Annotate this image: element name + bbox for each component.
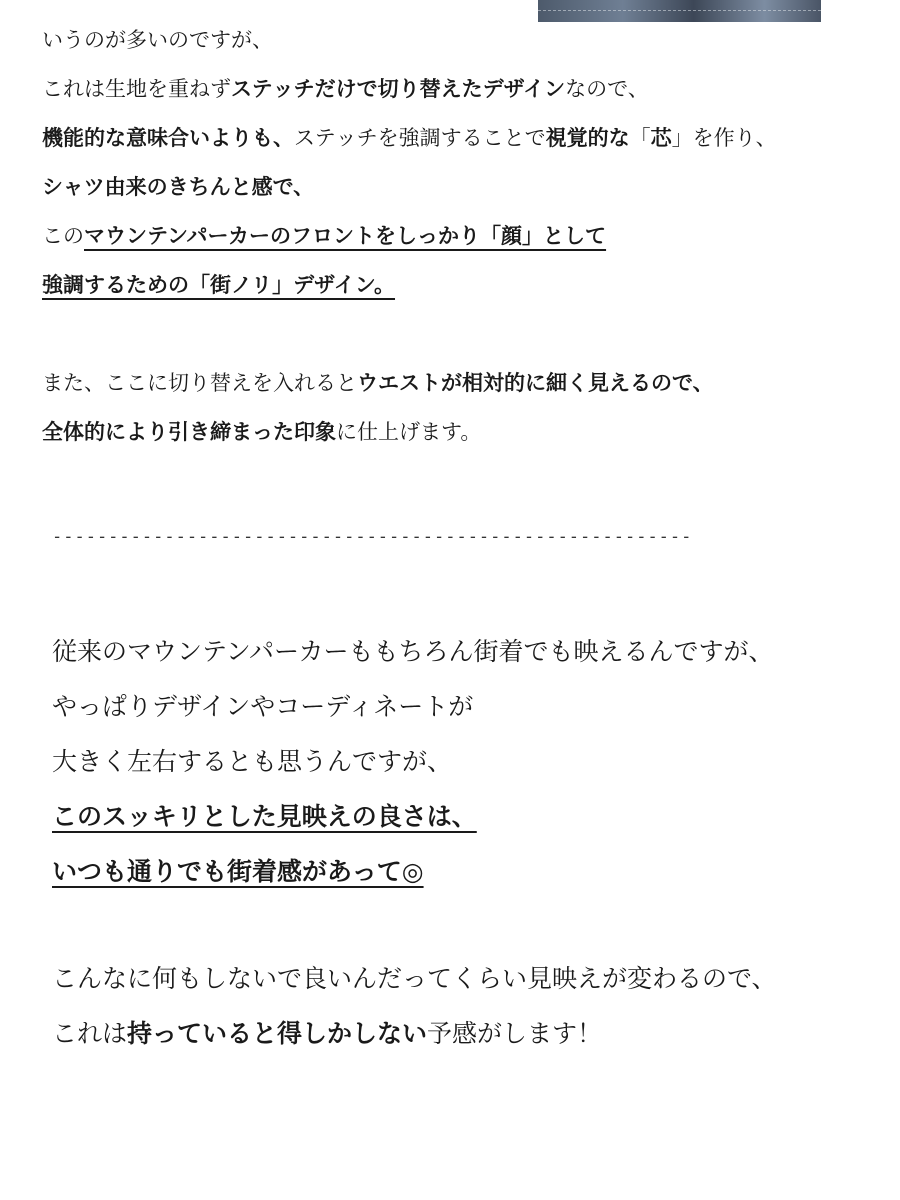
text: これは: [52, 1019, 128, 1048]
underlined-emphasis-text: マウンテンパーカーのフロントをしっかり「顔」として: [84, 224, 607, 248]
emphasis-text: ウエストが相対的に細く見えるので、: [357, 371, 714, 395]
emphasis-text: ステッチだけで切り替えたデザイン: [231, 77, 566, 101]
text: いうのが多いのですが、: [42, 28, 273, 52]
photo-stitch-detail: [538, 10, 821, 11]
text: 「: [629, 126, 651, 150]
text-line: [52, 789, 872, 844]
text-line: [42, 114, 872, 163]
text: を作り、: [692, 126, 777, 150]
text-line: やっぱりデザインやコーディネートが: [52, 692, 474, 721]
emphasis-text: シャツ由来のきちんと感で、: [42, 175, 315, 199]
text: ステッチを強調することで: [294, 126, 546, 150]
text-line: [42, 261, 872, 310]
text: これは生地を重ねず: [42, 77, 231, 101]
text: なので、: [565, 77, 649, 101]
emphasis-text: 持っていると得しかしない: [127, 1019, 428, 1048]
underlined-emphasis-text: 強調するための「街ノリ」デザイン。: [42, 273, 396, 297]
emphasis-text: 芯: [650, 126, 672, 150]
underlined-emphasis-text: いつも通りでも街着感があって◎: [52, 857, 424, 886]
text-line: こんなに何もしないで良いんだってくらい見映えが変わるので、: [52, 964, 777, 993]
text-line: [42, 212, 872, 261]
text: 予感がします！: [427, 1019, 603, 1048]
text-line: [42, 65, 872, 114]
text-line: [52, 1006, 872, 1061]
description-block-2: [52, 624, 872, 1061]
text-line: 大きく左右するとも思うんですが、: [52, 747, 453, 776]
dashed-divider: ---------------------------------------------------------: [52, 527, 693, 547]
emphasis-text: 機能的な意味合いよりも、: [42, 126, 294, 150]
text-line: 従来のマウンテンパーカーももちろん街着でも映えるんですが、: [52, 637, 774, 666]
text-line: [42, 408, 872, 457]
underlined-emphasis-text: このスッキリとした見映えの良さは、: [52, 802, 477, 831]
text-line: [42, 359, 872, 408]
text: 」: [671, 126, 693, 150]
text: この: [42, 224, 84, 248]
text: また、ここに切り替えを入れると: [42, 371, 357, 395]
description-block-1: [42, 16, 872, 457]
text-line: [52, 844, 872, 899]
emphasis-text: 視覚的な: [545, 126, 630, 150]
text-line: [42, 16, 872, 65]
text: に仕上げます。: [336, 420, 482, 444]
text-line: [42, 163, 872, 212]
emphasis-text: 全体的により引き締まった印象: [42, 420, 336, 444]
